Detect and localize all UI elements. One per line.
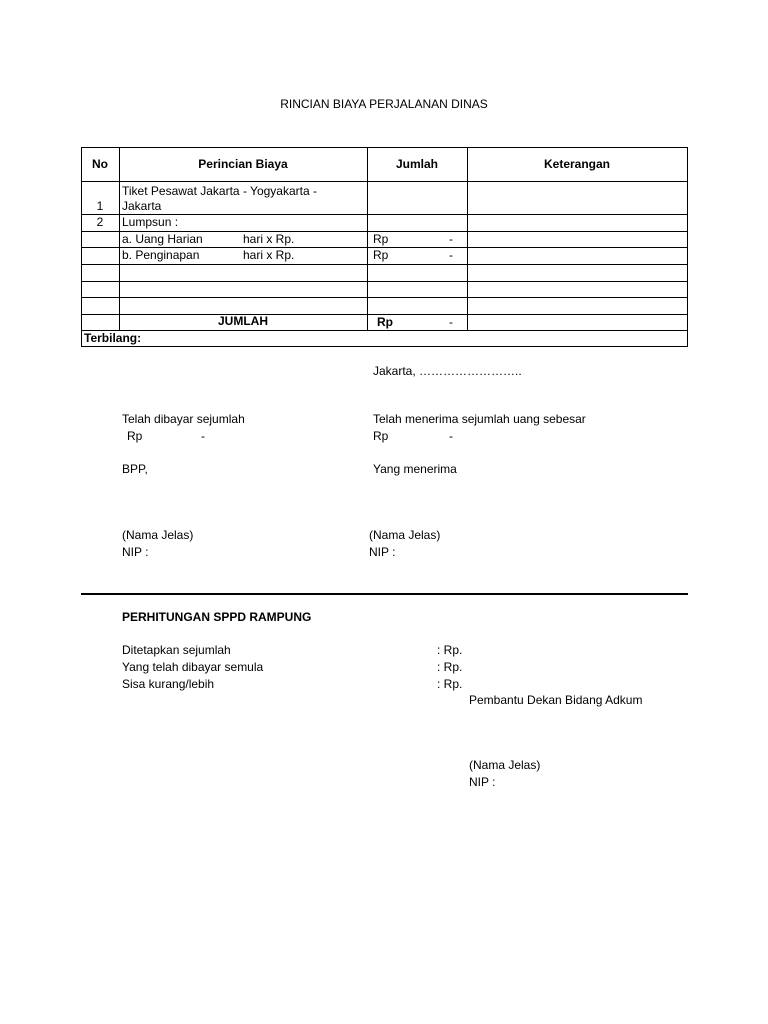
terbilang-label: Terbilang:: [84, 331, 142, 345]
bpp-role: BPP,: [122, 462, 148, 476]
sppd-heading: PERHITUNGAN SPPD RAMPUNG: [122, 610, 312, 624]
table-row-line: [81, 297, 688, 298]
receiver-nip: NIP :: [369, 545, 396, 559]
row-perincian: Lumpsun :: [122, 215, 179, 229]
row-perincian: a. Uang Harian: [122, 232, 203, 246]
sppd-item-value: : Rp.: [437, 660, 463, 674]
row-jumlah-value: -: [449, 232, 453, 246]
row-no: 1: [96, 199, 104, 213]
table-border-left: [81, 147, 82, 347]
table-col-divider: [467, 147, 468, 330]
table-row-line: [81, 264, 688, 265]
row-jumlah-rp: Rp: [373, 232, 389, 246]
row-no: 2: [96, 215, 104, 229]
header-perincian: Perincian Biaya: [198, 157, 288, 171]
sppd-item-label: Ditetapkan sejumlah: [122, 643, 231, 657]
row-unit: hari x Rp.: [243, 248, 295, 262]
receiver-role: Yang menerima: [373, 462, 457, 476]
row-perincian: Jakarta: [122, 199, 162, 213]
row-unit: hari x Rp.: [243, 232, 295, 246]
sppd-item-value: : Rp.: [437, 677, 463, 691]
receiver-name: (Nama Jelas): [369, 528, 441, 542]
bpp-nip: NIP :: [122, 545, 149, 559]
received-value: -: [449, 429, 453, 443]
table-header-bottom: [81, 181, 688, 182]
table-col-divider: [367, 147, 368, 330]
row-perincian: Tiket Pesawat Jakarta - Yogyakarta -: [122, 184, 317, 198]
total-value: -: [449, 315, 453, 329]
row-jumlah-rp: Rp: [373, 248, 389, 262]
section-divider: [81, 593, 688, 595]
sppd-item-value: : Rp.: [437, 643, 463, 657]
table-total-bottom: [81, 330, 688, 331]
received-rp: Rp: [373, 429, 389, 443]
signer-title: Pembantu Dekan Bidang Adkum: [469, 693, 643, 707]
signer-name: (Nama Jelas): [469, 758, 541, 772]
table-border-bottom: [81, 346, 688, 347]
total-label: JUMLAH: [218, 314, 268, 328]
table-col-divider: [119, 147, 120, 330]
header-keterangan: Keterangan: [543, 157, 611, 171]
sppd-item-label: Yang telah dibayar semula: [122, 660, 264, 674]
row-jumlah-value: -: [449, 248, 453, 262]
table-row-line: [81, 281, 688, 282]
table-border-top: [81, 147, 688, 148]
paid-rp: Rp: [127, 429, 143, 443]
table-border-right: [687, 147, 688, 347]
paid-value: -: [201, 429, 205, 443]
bpp-name: (Nama Jelas): [122, 528, 194, 542]
paid-label: Telah dibayar sejumlah: [122, 412, 245, 426]
place-date: Jakarta, ……………………..: [373, 364, 522, 378]
header-no: No: [92, 157, 108, 171]
total-rp: Rp: [377, 315, 393, 329]
header-jumlah: Jumlah: [395, 157, 438, 171]
signer-nip: NIP :: [469, 775, 496, 789]
row-perincian: b. Penginapan: [122, 248, 200, 262]
document-title: RINCIAN BIAYA PERJALANAN DINAS: [280, 97, 488, 111]
received-label: Telah menerima sejumlah uang sebesar: [373, 412, 586, 426]
sppd-item-label: Sisa kurang/lebih: [122, 677, 215, 691]
